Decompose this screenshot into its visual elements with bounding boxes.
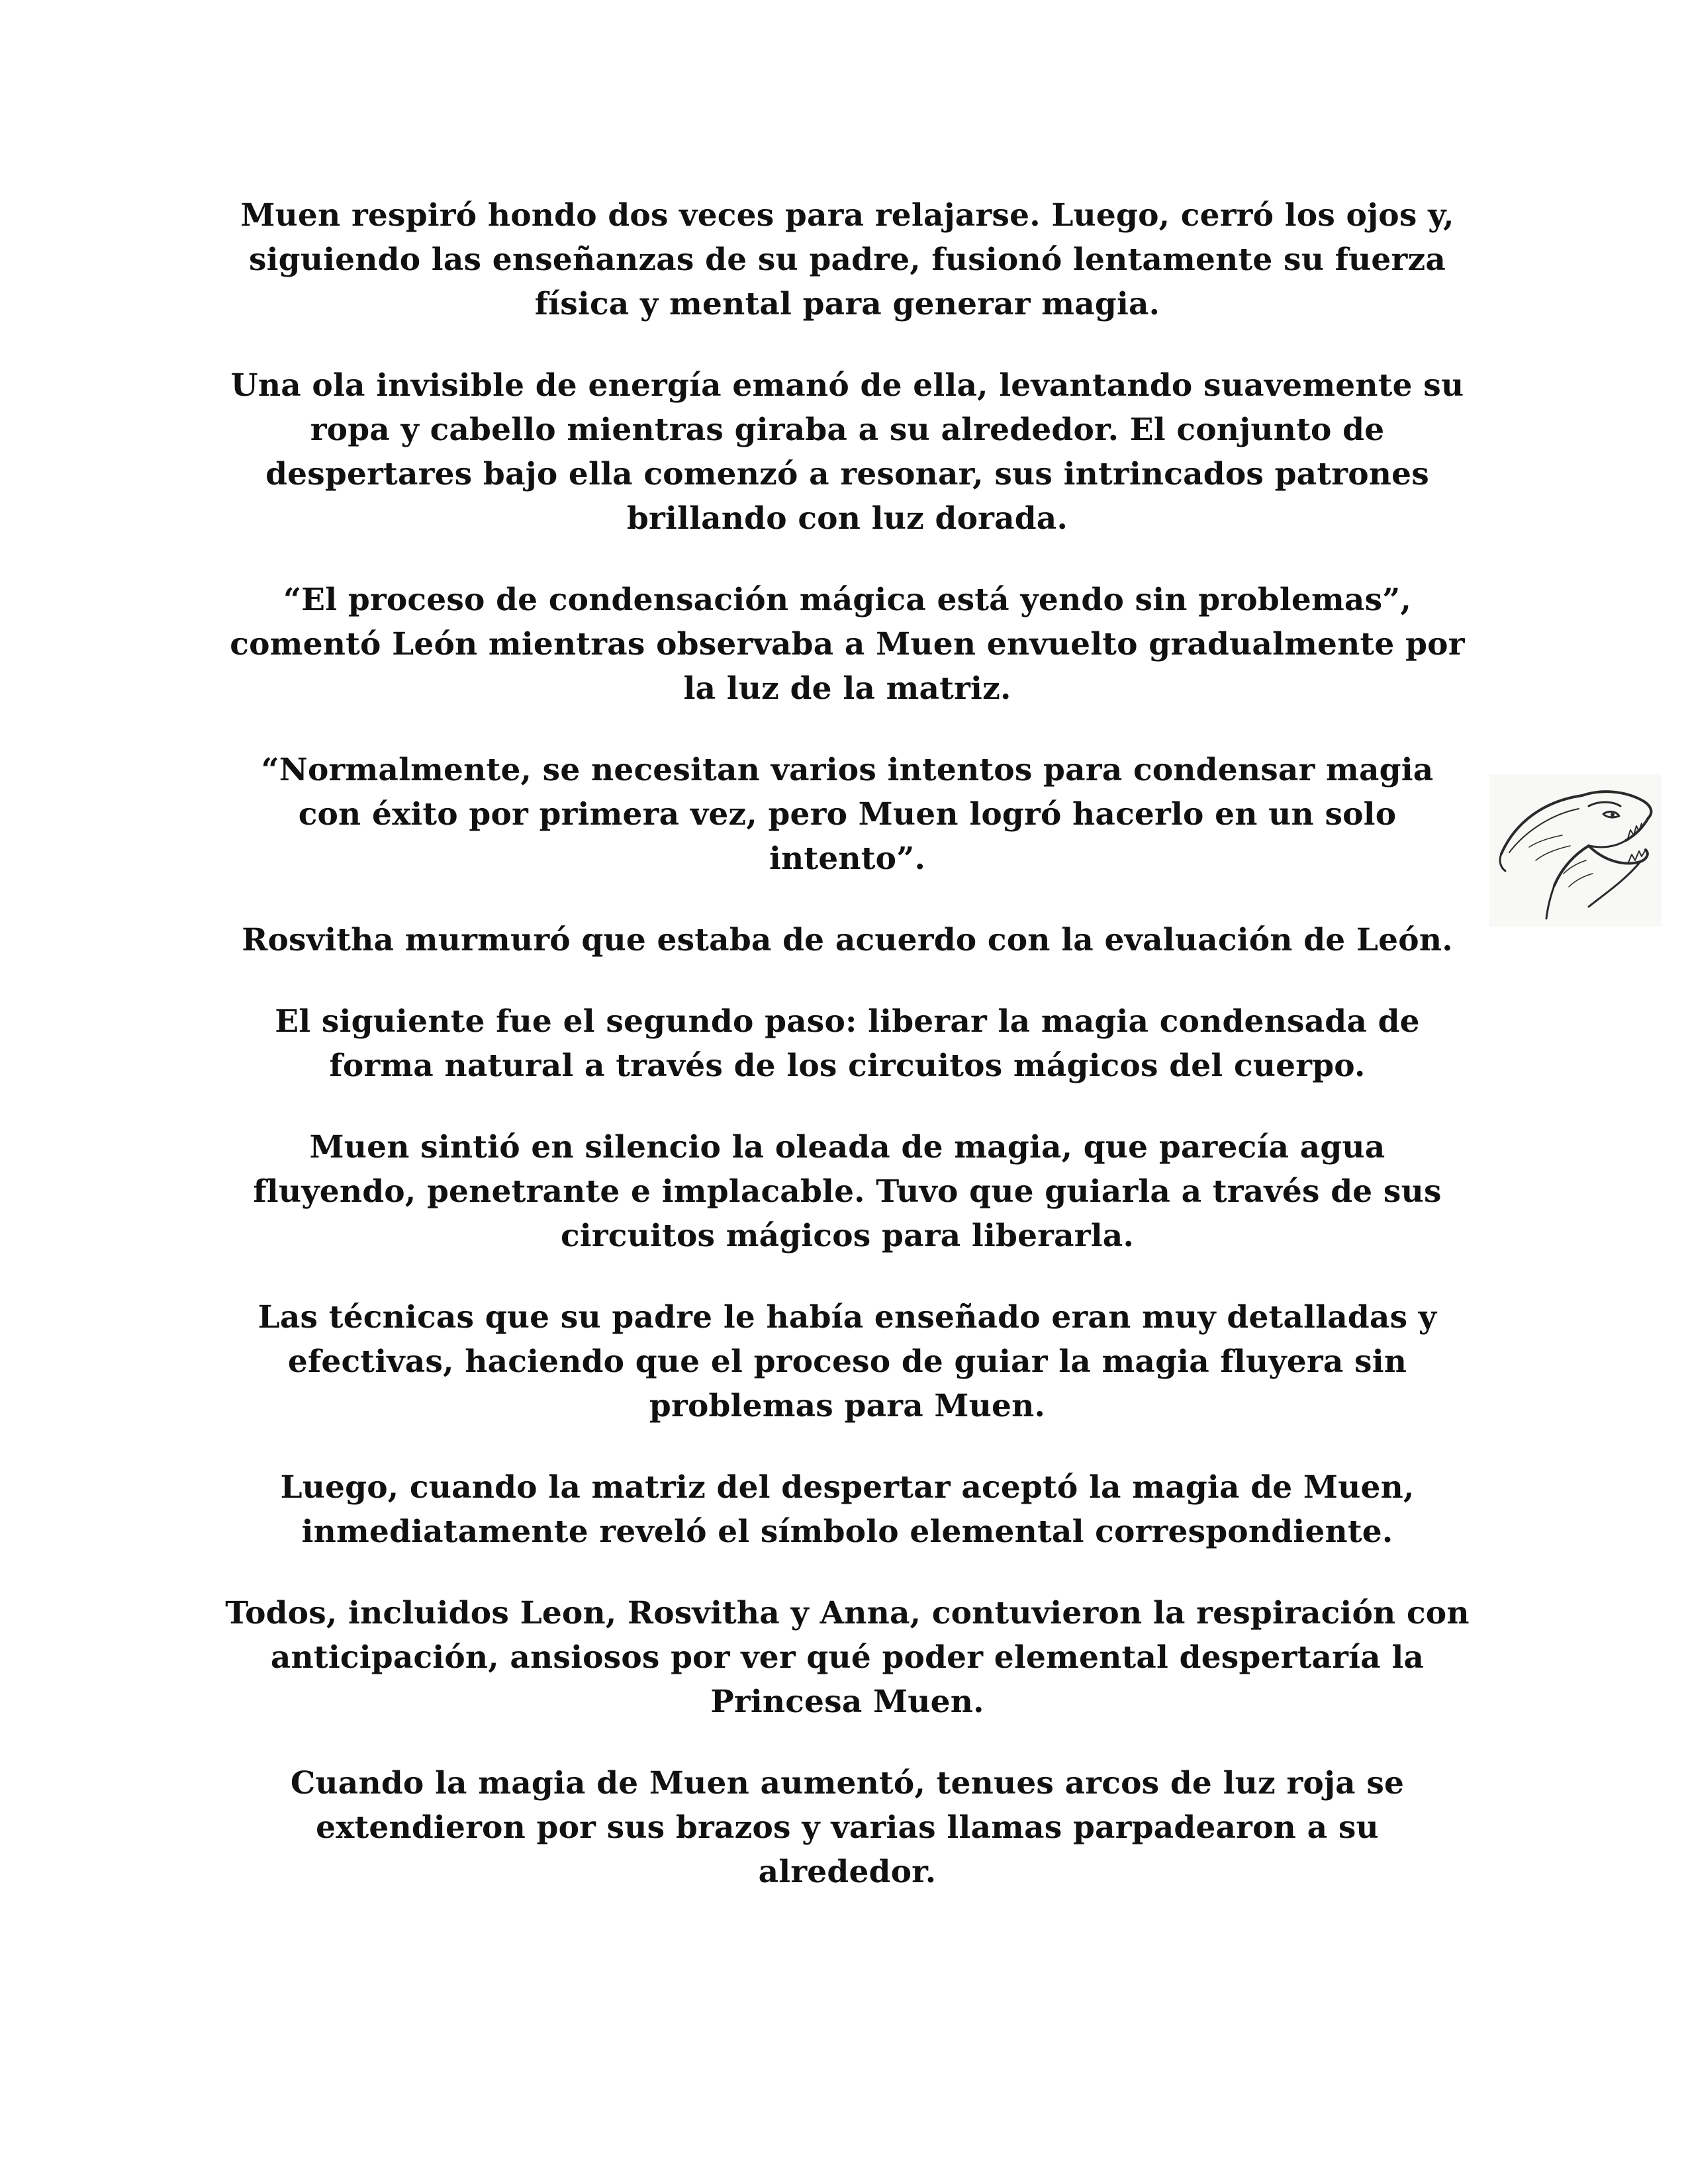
paragraph-9: Luego, cuando la matriz del despertar aceptó la magia de Muen, inmediatamente reveló el símbolo elemental correspondiente.: [280, 1469, 1415, 1550]
dinosaur-head-sketch-icon: [1489, 774, 1662, 927]
paragraph-5: Rosvitha murmuró que estaba de acuerdo con la evaluación de León.: [242, 922, 1453, 958]
paragraph-3: “El proceso de condensación mágica está yendo sin problemas”, comentó León mientras observaba a Muen envuelto gradualmente por la luz de la matriz.: [230, 582, 1465, 707]
paragraph-2: Una ola invisible de energía emanó de ella, levantando suavemente su ropa y cabello mientras giraba a su alrededor. El conjunto de despertares bajo ella comenzó a resonar, sus intrincados patrones brillando con luz dorada.: [230, 367, 1464, 537]
paragraph-11: Cuando la magia de Muen aumentó, tenues arcos de luz roja se extendieron por sus brazos y varias llamas parpadearon a su alrededor.: [290, 1765, 1405, 1890]
paragraph-8: Las técnicas que su padre le había enseñado eran muy detalladas y efectivas, haciendo que el proceso de guiar la magia fluyera sin problemas para Muen.: [258, 1299, 1437, 1424]
paragraph-4: “Normalmente, se necesitan varios intentos para condensar magia con éxito por primera vez, pero Muen logró hacerlo en un solo intento”.: [261, 752, 1434, 877]
paragraph-10: Todos, incluidos Leon, Rosvitha y Anna, contuvieron la respiración con anticipación, ansiosos por ver qué poder elemental despertaría la Princesa Muen.: [225, 1595, 1470, 1720]
paragraph-7: Muen sintió en silencio la oleada de magia, que parecía agua fluyendo, penetrante e implacable. Tuvo que guiarla a través de sus circuitos mágicos para liberarla.: [253, 1129, 1442, 1254]
paragraph-6: El siguiente fue el segundo paso: liberar la magia condensada de forma natural a través de los circuitos mágicos del cuerpo.: [275, 1003, 1420, 1084]
story-text: [225, 193, 1470, 1894]
paragraph-1: Muen respiró hondo dos veces para relajarse. Luego, cerró los ojos y, siguiendo las enseñanzas de su padre, fusionó lentamente su fuerza física y mental para generar magia.: [240, 197, 1454, 322]
